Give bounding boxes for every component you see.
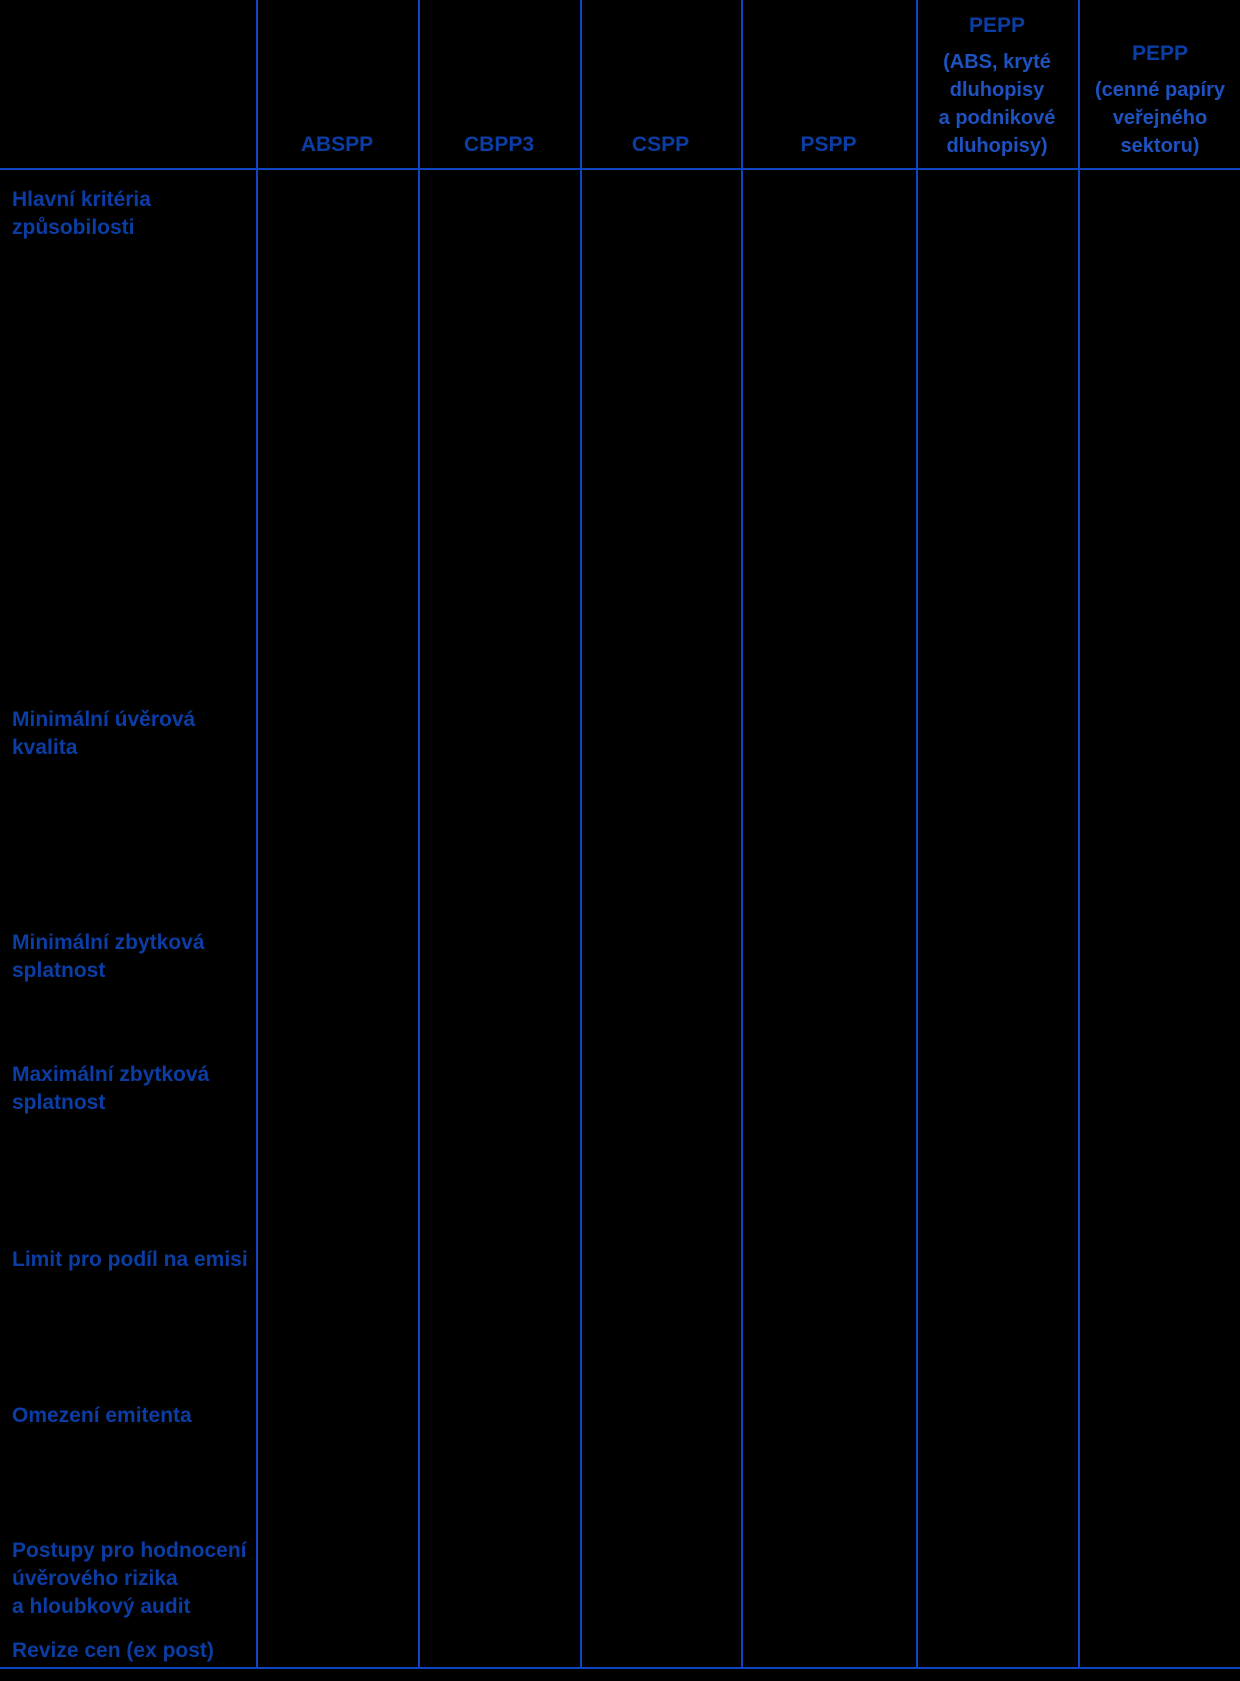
column-header-label: PEPP (968, 14, 1026, 37)
column-header-sublabel: a podnikové (938, 107, 1056, 129)
column-header-sublabel: dluhopisy (949, 79, 1045, 101)
column-header-sublabel: sektoru) (1120, 135, 1200, 157)
row-label-line: Maximální zbytková (12, 1063, 210, 1086)
row-label-line: kvalita (12, 736, 78, 759)
row-label-line: způsobilosti (12, 216, 135, 239)
row-label-line: splatnost (12, 959, 106, 982)
column-header-abspp (258, 131, 416, 159)
row-label-line: Limit pro podíl na emisi (12, 1248, 248, 1271)
row-label-line: Minimální úvěrová (12, 708, 196, 731)
column-header-sublabel: (ABS, kryté (943, 51, 1051, 73)
row-label-line: a hloubkový audit (12, 1595, 191, 1618)
row-label-price-review (12, 1637, 257, 1665)
column-header-label: CSPP (631, 133, 690, 156)
row-label-issue-share-limit (12, 1246, 257, 1274)
column-header-label: PSPP (800, 133, 857, 156)
row-label-line: úvěrového rizika (12, 1567, 178, 1590)
row-label-line: Omezení emitenta (12, 1404, 192, 1427)
row-label-line: Postupy pro hodnocení (12, 1539, 247, 1562)
table-bottom-border (0, 1667, 1240, 1669)
column-header-sublabel: veřejného (1112, 107, 1208, 129)
column-header-label: PEPP (1131, 42, 1189, 65)
row-label-max-residual-maturity (12, 1061, 257, 1117)
row-label-credit-risk-procedures (12, 1537, 257, 1621)
column-header-sublabel: dluhopisy) (946, 135, 1048, 157)
column-header-pepp-private (918, 12, 1076, 160)
row-label-min-residual-maturity (12, 929, 257, 985)
row-label-line: Revize cen (ex post) (12, 1639, 214, 1662)
column-header-pspp (743, 131, 914, 159)
row-label-line: Minimální zbytková (12, 931, 205, 954)
column-header-sublabel: (cenné papíry (1094, 79, 1226, 101)
table-body (0, 170, 1240, 1667)
column-header-pepp-public (1080, 40, 1240, 160)
column-header-cbpp3 (420, 131, 578, 159)
row-label-line: Hlavní kritéria (12, 188, 151, 211)
column-header-label: CBPP3 (463, 133, 535, 156)
row-label-min-credit-quality (12, 706, 257, 762)
column-header-cspp (582, 131, 739, 159)
row-label-line: splatnost (12, 1091, 106, 1114)
column-header-label: ABSPP (300, 133, 374, 156)
row-label-eligibility (12, 186, 257, 242)
row-label-issuer-limit (12, 1402, 257, 1430)
